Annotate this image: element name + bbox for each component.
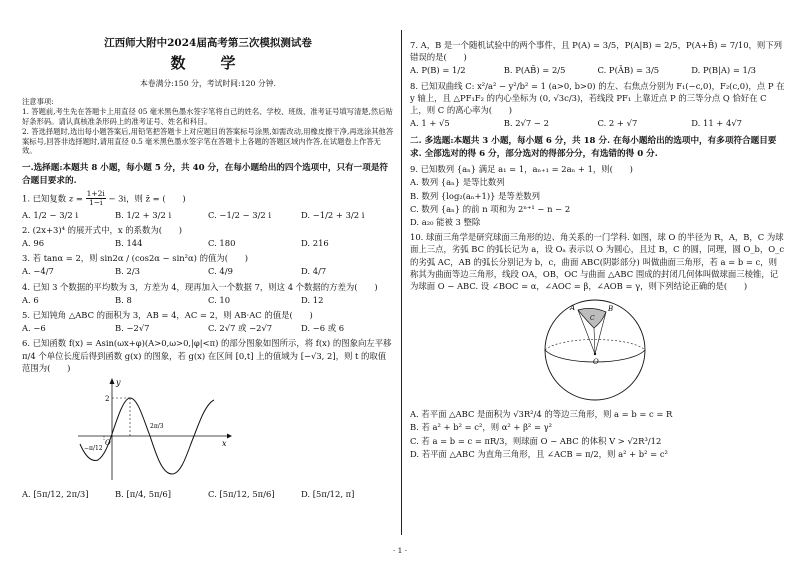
question-2-options [22,237,394,249]
exam-info: 本卷满分:150 分，考试时间:120 分钟. [139,78,276,88]
option-d: D. 11 + 4√7 [691,118,742,129]
option-b: B. 8 [115,294,132,305]
x-axis-label: x [222,438,227,448]
option-b: B. [π/4, 5π/6] [115,489,171,500]
option-d: D. 4/7 [301,266,327,277]
section-heading-2: 二. 多选题:本题共 3 小题，每小题 6 分，共 18 分. 在每小题给出的选项中，有多项符合题目要求. 全部选对的得 6 分，部分选对的得部分分，有选错的得 0 分. [410,136,777,159]
note-2: 2. 答选择题时,选出每小题答案后,用铅笔把答题卡上对应题目的答案标号涂黑,如需改动,用橡皮擦干净,再选涂其他答案标号,回答非选择题时,请用直径 0.5 毫米黑色墨水签字笔在答题卡上各题的答题区域内作答,在试题卷上作答无效。 [22,126,394,156]
section-heading-1: 一.选择题:本题共 8 小题，每小题 5 分，共 40 分，在每小题给出的四个选项中，只有一项是符合题目要求的. [22,163,389,186]
option-c: C. P(ĀB) = 3/5 [597,65,660,76]
option-d: D. P(B|A) = 1/3 [691,65,757,76]
question-7 [410,39,785,77]
question-10-stem: 10. 球面三角学是研究球面三角形的边、角关系的一门学科. 如图，球 O 的半径为 R，A，B，C 为球面上三点，劣弧 BC 的弧长记为 a，设 Oₐ 表示以 O 为圆心，且过 B，C 的圆，同理，圆 O_b，O_c 的劣弧 AC，AB 的弧长分别记为 b，c，曲面 ABC(阴影部分) 叫做曲面三角形，若 a = b = c，则称其为曲面等边三角形，线段 OA，OB，OC 与曲面 △ABC 围成的封闭几何体叫做球面三棱锥，记为球面 O − ABC. 设 ∠BOC = α，∠AOC = β，∠AOB = γ，则下列结论正确的是( ) [410,232,785,291]
option-d: D. 若平面 △ABC 为直角三角形，且 ∠ACB = π/2，则 a² + b² = c² [410,448,668,459]
option-a: A. 若平面 △ABC 是面积为 √3R²/4 的等边三角形，则 a = b = c = R [410,409,673,420]
left-column [22,36,394,500]
option-a: A. [5π/12, 2π/3] [22,489,89,500]
question-6 [22,337,394,500]
point-b-label: B [608,305,614,314]
point-o-label: O [593,358,599,367]
question-7-stem: 7. A，B 是一个随机试验中的两个事件，且 P(A) = 3/5，P(A|B) = 2/5，P(A+B̄) = 7/10，则下列错误的是( ) [410,40,783,63]
question-8-stem: 8. 已知双曲线 C: x²/a² − y²/b² = 1 (a>0, b>0) 的左、右焦点分别为 F₁(−c,0)，F₂(c,0)，点 P 在 y 轴上，且 △PF₁F₂ 的内心坐标为 (0, √3c/3)，若线段 PF₁ 上靠近点 P 的三等分点 Q 恰好在 C 上，则 C 的离心率为( ) [410,80,785,115]
option-d: D. 216 [301,238,329,249]
option-d: D. −1/2 + 3/2 i [301,209,365,220]
question-1-stem: 1. 已知复数 z = $\frac{1+2i}{1-i}$ − 3i，则 z̄ = ( ) [22,189,186,208]
question-5 [22,309,394,334]
option-c: C. 若 a = b = c = πR/3，则球面 O − ABC 的体积 V > √2R³/12 [410,435,662,446]
y-axis-label: y [116,377,121,387]
question-3-stem: 3. 若 tanα = 2，则 sin2α / (cos2α − sin²α) 的值为( ) [22,253,249,264]
exam-title: 江西师大附中2024届高考第三次模拟测试卷 [104,37,312,49]
option-c: C. [5π/12, 5π/6] [208,489,275,500]
notes [22,97,394,156]
question-3 [22,252,394,277]
option-b: B. 数列 {log₂(aₙ+1)} 是等差数列 [410,190,541,201]
option-a: A. 1/2 − 3/2 i [22,209,79,220]
option-b: B. −2√7 [115,323,150,334]
option-c: C. −1/2 − 3/2 i [208,209,272,220]
point-c-label: C [590,315,595,323]
question-7-options [410,64,785,76]
exam-subject: 数 学 [170,54,246,73]
question-4 [22,281,394,306]
option-a: A. −4/7 [22,266,54,277]
option-a: A. 数列 {aₙ} 是等比数列 [410,177,505,188]
x-pos-label: 2π/3 [150,422,164,430]
x-axis-arrow [227,433,232,438]
option-b: B. 2/3 [115,266,140,277]
option-b: B. 1/2 + 3/2 i [115,209,172,220]
option-c: C. 数列 {aₙ} 的前 n 项和为 2ⁿ⁺¹ − n − 2 [410,203,571,214]
point-a-label: A [570,304,576,313]
question-5-options [22,322,394,334]
question-10 [410,231,785,460]
question-1 [22,190,394,221]
option-d: D. a₂₀ 能被 3 整除 [410,216,481,227]
option-a: A. −6 [22,323,46,334]
option-b: B. 2√7 − 2 [503,118,549,129]
question-1-options [22,209,394,221]
function-graph [72,376,232,484]
option-d: D. −6 或 6 [301,323,345,334]
option-c: C. 2 + √7 [597,118,638,129]
option-a: A. 6 [22,294,39,305]
option-c: C. 4/9 [208,266,233,277]
option-c: C. 2√7 或 −2√7 [208,323,273,334]
x-neg-label: −π/12 [84,444,103,452]
option-c: C. 180 [208,238,236,249]
option-d: D. 12 [301,294,324,305]
question-6-options [22,488,394,500]
notes-heading: 注意事项: [22,97,54,107]
question-2-stem: 2. (2x+3)⁴ 的展开式中，x 的系数为( ) [22,224,183,235]
y-axis-arrow [110,378,115,384]
question-3-options [22,265,394,277]
option-a: A. P(B) = 1/2 [410,65,466,76]
question-4-options [22,294,394,306]
sphere-diagram [520,296,670,402]
option-c: C. 10 [208,294,231,305]
option-b: B. 144 [115,238,143,249]
column-divider [401,30,402,535]
question-8 [410,80,785,130]
question-2 [22,224,394,249]
option-d: D. [5π/12, π] [301,489,355,500]
option-a: A. 96 [22,238,45,249]
segment-oc [594,328,595,354]
center-point [594,353,596,355]
page-number: · 1 · [392,546,408,555]
option-b: B. 若 a² + b² = c²，则 α² + β² = γ² [410,422,552,433]
origin-label: O [105,438,111,447]
question-9 [410,163,785,228]
question-6-stem: 6. 已知函数 f(x) = Asin(ωx+φ)(A>0,ω>0,|φ|<π) 的部分图象如图所示，将 f(x) 的图象向左平移 π/4 个单位长度后得到函数 g(x) 的图象，若 g(x) 在区间 [0,t] 上的值域为 [−√3, 2]，则 t 的取值范围为( ) [22,338,392,373]
option-a: A. 1 + √5 [410,118,450,129]
question-8-options [410,117,785,129]
question-5-stem: 5. 已知钝角 △ABC 的面积为 3，AB = 4，AC = 2，则 AB·AC 的值是( ) [22,310,313,321]
y-max-label: 2 [105,394,110,403]
note-1: 1. 答题前,考生先在答题卡上用直径 05 毫米黑色墨水签字笔将自己的姓名、学校、班级、准考证号填写清楚,然后贴好条形码。请认真核准条形码上的准考证号、姓名和科目。 [22,107,393,126]
question-9-stem: 9. 已知数列 {aₙ} 满足 a₁ = 1，aₙ₊₁ = 2aₙ + 1，则( ) [410,164,633,175]
question-4-stem: 4. 已知 3 个数据的平均数为 3，方差为 4，现再加入一个数据 7，则这 4 个数据的方差为( ) [22,281,378,292]
right-column [410,36,785,460]
option-b: B. P(AB̄) = 2/5 [503,65,566,76]
